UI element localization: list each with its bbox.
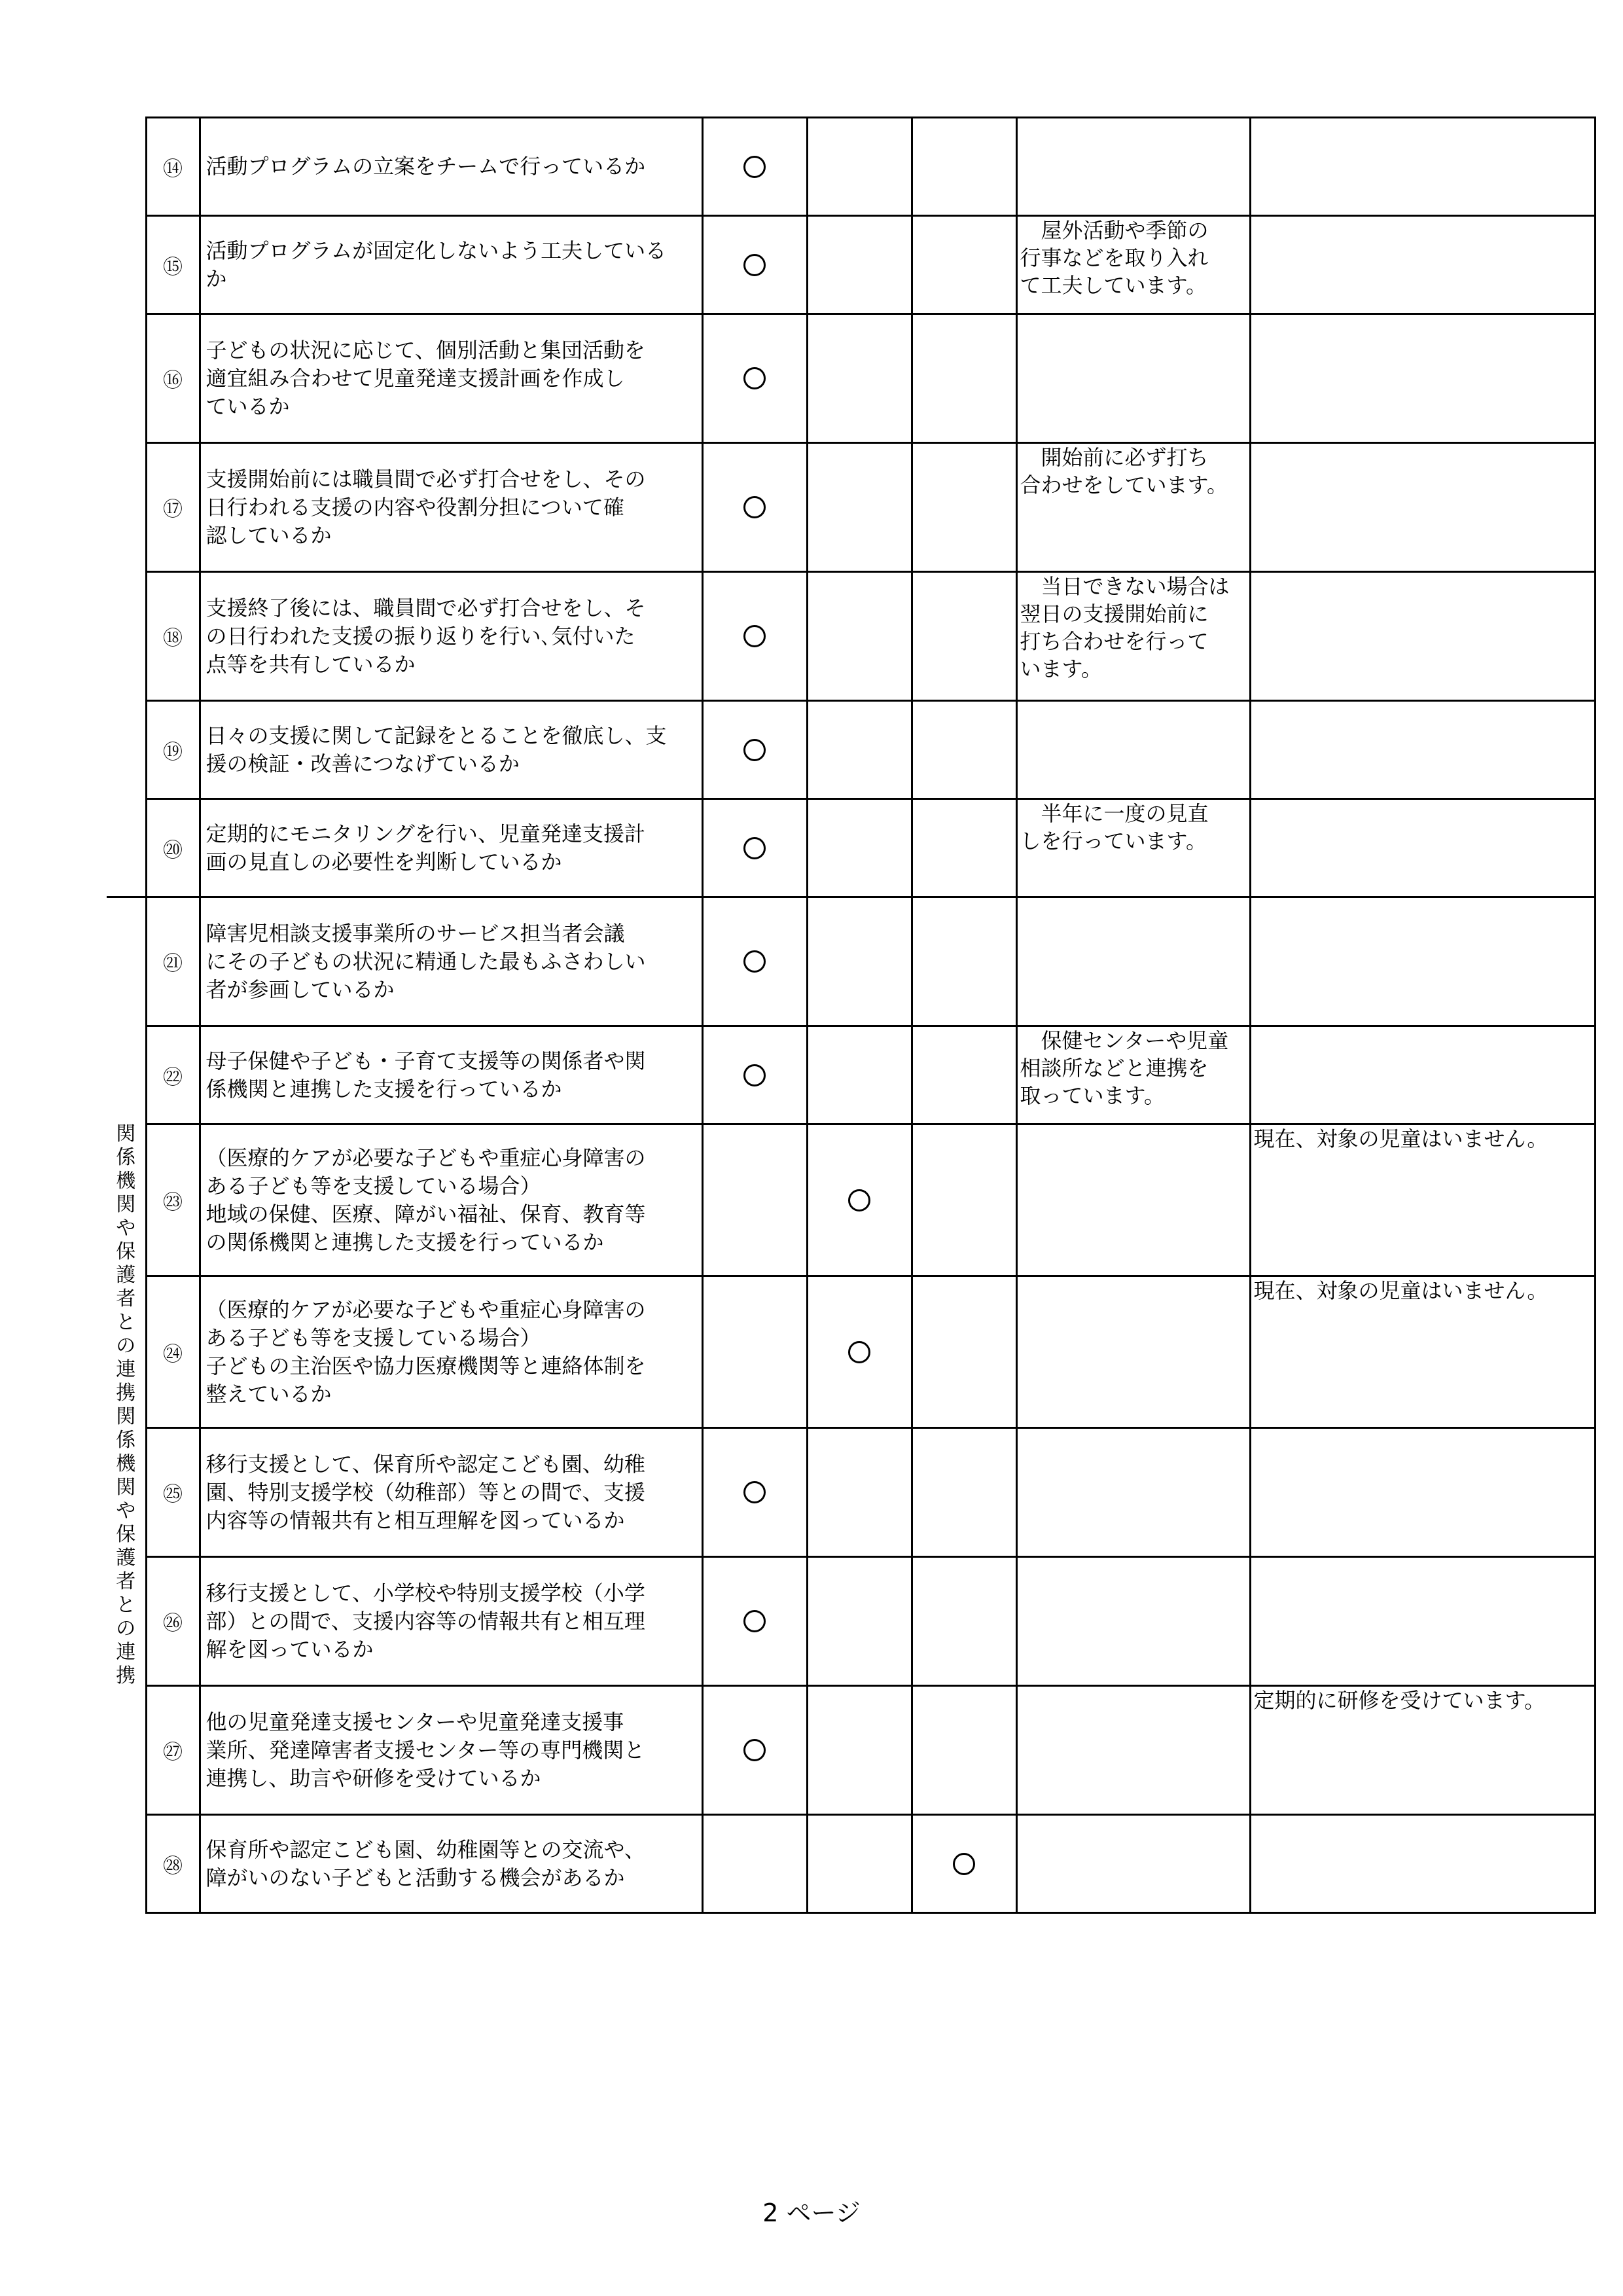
- item-number: ㉖: [146, 1557, 200, 1686]
- answer-cell-2: [807, 1026, 912, 1124]
- remark: 現在、対象の児童はいません。: [1250, 1124, 1595, 1276]
- answer-cell-1: [702, 118, 807, 216]
- effort-note: 当日できない場合は 翌日の支援開始前に 打ち合わせを行って います。: [1016, 572, 1250, 701]
- answer-cell-2: [807, 701, 912, 799]
- effort-note: 開始前に必ず打ち 合わせをしています。: [1016, 443, 1250, 572]
- answer-cell-1: [702, 443, 807, 572]
- table-row: [107, 314, 1595, 443]
- remark: [1250, 1557, 1595, 1686]
- answer-cell-3: [912, 1428, 1016, 1557]
- answer-cell-1: [702, 1124, 807, 1276]
- answer-cell-1: [702, 1686, 807, 1815]
- effort-note: [1016, 1815, 1250, 1913]
- item-number: ⑳: [146, 799, 200, 897]
- effort-note: 保健センターや児童 相談所などと連携を 取っています。: [1016, 1026, 1250, 1124]
- circle-mark-icon: [743, 1064, 766, 1086]
- item-number: ⑮: [146, 216, 200, 314]
- question-text: 活動プログラムが固定化しないよう工夫している か: [200, 216, 702, 314]
- table-row: [107, 216, 1595, 314]
- remark: [1250, 118, 1595, 216]
- answer-cell-3: [912, 1276, 1016, 1428]
- effort-note: [1016, 1276, 1250, 1428]
- question-text: 日々の支援に関して記録をとることを徹底し、支 援の検証・改善につなげているか: [200, 701, 702, 799]
- category-label: 関係機関や保護者との連携関係機関や保護者との連携: [116, 1122, 136, 1688]
- circle-mark-icon: [743, 367, 766, 389]
- item-number: ⑰: [146, 443, 200, 572]
- answer-cell-3: [912, 443, 1016, 572]
- effort-note: [1016, 897, 1250, 1026]
- item-number: ⑱: [146, 572, 200, 701]
- answer-cell-1: [702, 1026, 807, 1124]
- circle-mark-icon: [743, 837, 766, 859]
- answer-cell-1: [702, 216, 807, 314]
- table-row: [107, 897, 1595, 1026]
- category-cell-collaboration: [107, 897, 146, 1913]
- circle-mark-icon: [743, 496, 766, 518]
- item-number: ㉓: [146, 1124, 200, 1276]
- answer-cell-2: [807, 1124, 912, 1276]
- item-number: ㉔: [146, 1276, 200, 1428]
- answer-cell-2: [807, 118, 912, 216]
- answer-cell-3: [912, 897, 1016, 1026]
- table-row: [107, 1686, 1595, 1815]
- effort-note: [1016, 1124, 1250, 1276]
- remark: [1250, 216, 1595, 314]
- answer-cell-3: [912, 314, 1016, 443]
- answer-cell-1: [702, 1428, 807, 1557]
- answer-cell-2: [807, 443, 912, 572]
- circle-mark-icon: [743, 254, 766, 276]
- effort-note: [1016, 1686, 1250, 1815]
- table-row: [107, 1428, 1595, 1557]
- remark: [1250, 701, 1595, 799]
- circle-mark-icon: [848, 1341, 870, 1363]
- remark: [1250, 572, 1595, 701]
- question-text: 障害児相談支援事業所のサービス担当者会議 にその子どもの状況に精通した最もふさわしい 者が参画しているか: [200, 897, 702, 1026]
- evaluation-table: [107, 117, 1596, 1914]
- answer-cell-2: [807, 572, 912, 701]
- remark: [1250, 799, 1595, 897]
- answer-cell-3: [912, 118, 1016, 216]
- answer-cell-2: [807, 1276, 912, 1428]
- question-text: 定期的にモニタリングを行い、児童発達支援計 画の見直しの必要性を判断しているか: [200, 799, 702, 897]
- item-number: ㉘: [146, 1815, 200, 1913]
- question-text: 子どもの状況に応じて、個別活動と集団活動を 適宜組み合わせて児童発達支援計画を作成し ているか: [200, 314, 702, 443]
- question-text: 移行支援として、小学校や特別支援学校（小学 部）との間で、支援内容等の情報共有と相互理 解を図っているか: [200, 1557, 702, 1686]
- answer-cell-1: [702, 1815, 807, 1913]
- answer-cell-1: [702, 897, 807, 1026]
- item-number: ㉑: [146, 897, 200, 1026]
- answer-cell-1: [702, 701, 807, 799]
- question-text: 移行支援として、保育所や認定こども園、幼稚 園、特別支援学校（幼稚部）等との間で、支援 内容等の情報共有と相互理解を図っているか: [200, 1428, 702, 1557]
- answer-cell-2: [807, 799, 912, 897]
- remark: [1250, 1815, 1595, 1913]
- table-row: [107, 1026, 1595, 1124]
- question-text: （医療的ケアが必要な子どもや重症心身障害の ある子ども等を支援している場合） 子どもの主治医や協力医療機関等と連絡体制を 整えているか: [200, 1276, 702, 1428]
- circle-mark-icon: [743, 1481, 766, 1503]
- effort-note: [1016, 118, 1250, 216]
- effort-note: [1016, 1557, 1250, 1686]
- question-text: 支援終了後には、職員間で必ず打合せをし、そ の日行われた支援の振り返りを行い､気付いた 点等を共有しているか: [200, 572, 702, 701]
- circle-mark-icon: [848, 1189, 870, 1211]
- remark: 定期的に研修を受けています。: [1250, 1686, 1595, 1815]
- question-text: 母子保健や子ども・子育て支援等の関係者や関 係機関と連携した支援を行っているか: [200, 1026, 702, 1124]
- category-cell-upper: [107, 118, 146, 897]
- table-row: [107, 1815, 1595, 1913]
- question-text: 活動プログラムの立案をチームで行っているか: [200, 118, 702, 216]
- table-row: [107, 799, 1595, 897]
- answer-cell-2: [807, 1815, 912, 1913]
- item-number: ㉒: [146, 1026, 200, 1124]
- answer-cell-2: [807, 1557, 912, 1686]
- answer-cell-3: [912, 1815, 1016, 1913]
- effort-note: [1016, 1428, 1250, 1557]
- answer-cell-2: [807, 897, 912, 1026]
- answer-cell-3: [912, 701, 1016, 799]
- circle-mark-icon: [743, 739, 766, 761]
- answer-cell-3: [912, 1686, 1016, 1815]
- table-row: [107, 1124, 1595, 1276]
- answer-cell-2: [807, 314, 912, 443]
- circle-mark-icon: [743, 625, 766, 647]
- answer-cell-3: [912, 1124, 1016, 1276]
- answer-cell-3: [912, 216, 1016, 314]
- answer-cell-1: [702, 572, 807, 701]
- page-number: 2 ページ: [762, 2198, 861, 2227]
- circle-mark-icon: [743, 950, 766, 973]
- circle-mark-icon: [743, 156, 766, 178]
- answer-cell-1: [702, 1276, 807, 1428]
- answer-cell-3: [912, 1026, 1016, 1124]
- remark: [1250, 314, 1595, 443]
- table-row: [107, 572, 1595, 701]
- table-row: [107, 1276, 1595, 1428]
- question-text: 支援開始前には職員間で必ず打合せをし、その 日行われる支援の内容や役割分担について確 認しているか: [200, 443, 702, 572]
- table-row: [107, 701, 1595, 799]
- circle-mark-icon: [743, 1739, 766, 1761]
- question-text: 保育所や認定こども園、幼稚園等との交流や、 障がいのない子どもと活動する機会があるか: [200, 1815, 702, 1913]
- table-row: [107, 443, 1595, 572]
- effort-note: [1016, 314, 1250, 443]
- effort-note: 屋外活動や季節の 行事などを取り入れ て工夫しています。: [1016, 216, 1250, 314]
- answer-cell-2: [807, 1428, 912, 1557]
- answer-cell-1: [702, 314, 807, 443]
- table-row: [107, 118, 1595, 216]
- question-text: 他の児童発達支援センターや児童発達支援事 業所、発達障害者支援センター等の専門機関と 連携し、助言や研修を受けているか: [200, 1686, 702, 1815]
- item-number: ㉕: [146, 1428, 200, 1557]
- remark: [1250, 1428, 1595, 1557]
- remark: 現在、対象の児童はいません。: [1250, 1276, 1595, 1428]
- effort-note: [1016, 701, 1250, 799]
- answer-cell-2: [807, 1686, 912, 1815]
- circle-mark-icon: [953, 1853, 975, 1875]
- answer-cell-1: [702, 799, 807, 897]
- item-number: ⑯: [146, 314, 200, 443]
- question-text: （医療的ケアが必要な子どもや重症心身障害の ある子ども等を支援している場合） 地域の保健、医療、障がい福祉、保育、教育等 の関係機関と連携した支援を行っているか: [200, 1124, 702, 1276]
- item-number: ⑭: [146, 118, 200, 216]
- effort-note: 半年に一度の見直 しを行っています。: [1016, 799, 1250, 897]
- answer-cell-3: [912, 799, 1016, 897]
- answer-cell-2: [807, 216, 912, 314]
- remark: [1250, 443, 1595, 572]
- item-number: ㉗: [146, 1686, 200, 1815]
- remark: [1250, 1026, 1595, 1124]
- circle-mark-icon: [743, 1610, 766, 1632]
- answer-cell-3: [912, 1557, 1016, 1686]
- answer-cell-1: [702, 1557, 807, 1686]
- table-row: [107, 1557, 1595, 1686]
- answer-cell-3: [912, 572, 1016, 701]
- item-number: ⑲: [146, 701, 200, 799]
- remark: [1250, 897, 1595, 1026]
